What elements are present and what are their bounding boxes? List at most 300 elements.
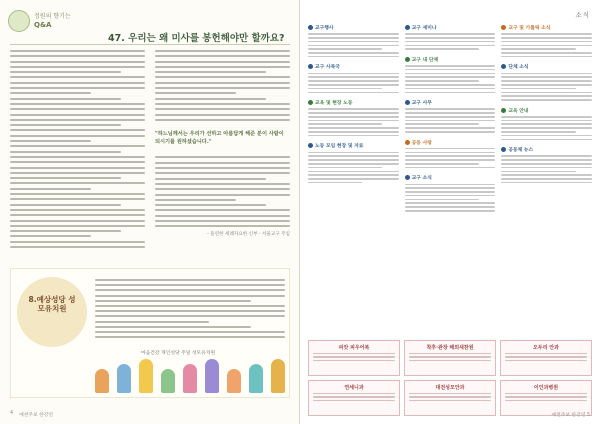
- text-line: [501, 80, 592, 82]
- notice-title: 교구 사목국: [315, 65, 340, 71]
- text-line: [405, 92, 496, 94]
- text-line: [155, 204, 266, 206]
- text-line: [10, 241, 145, 243]
- text-line: [409, 400, 491, 401]
- text-line: [405, 108, 496, 110]
- text-line: [505, 360, 587, 361]
- notice-item: [405, 139, 496, 169]
- notice-title: 교구 및 가톨릭 소식: [508, 26, 551, 31]
- sponsor-card: [308, 340, 400, 376]
- text-line: [405, 45, 496, 47]
- text-line: [155, 50, 290, 52]
- text-line: [308, 135, 399, 137]
- text-line: [308, 73, 399, 75]
- text-line: [10, 198, 145, 200]
- text-line: [155, 103, 290, 105]
- text-line: [405, 155, 496, 157]
- text-line: [155, 108, 290, 110]
- notice-heading: [308, 24, 399, 31]
- notice-column: [308, 24, 399, 212]
- child-figure: [249, 364, 263, 393]
- text-line: [10, 220, 145, 222]
- text-line: [10, 66, 145, 68]
- pull-quote-text: "하느님께서는 우리가 선하고 아름답게 해준 분이 사람이 되시기를 원하셨습니다.": [155, 130, 284, 145]
- text-line: [308, 76, 399, 78]
- text-line: [405, 84, 496, 86]
- body-text-block: [155, 156, 290, 227]
- text-line: [313, 393, 395, 394]
- notice-title: 교육 안내: [508, 108, 529, 114]
- notice-title: 교구 소식: [411, 176, 432, 182]
- text-line: [10, 225, 145, 227]
- text-line: [405, 148, 496, 150]
- text-line: [95, 321, 209, 323]
- text-line: [155, 167, 290, 169]
- text-line: [95, 305, 285, 307]
- text-line: [501, 178, 592, 180]
- notice-text: [501, 116, 592, 140]
- text-line: [155, 87, 290, 89]
- text-line: [155, 225, 290, 227]
- notice-column: [405, 24, 496, 212]
- text-line: [10, 209, 145, 211]
- notice-heading: [405, 99, 496, 106]
- text-line: [308, 88, 382, 90]
- text-line: [405, 33, 496, 35]
- text-line: [10, 235, 91, 237]
- text-line: [10, 177, 121, 179]
- text-line: [10, 103, 145, 105]
- text-line: [409, 356, 491, 357]
- text-line: [308, 155, 399, 157]
- bullet-icon: [405, 100, 410, 105]
- text-line: [155, 156, 290, 158]
- kindergarten-illustration: [17, 277, 87, 347]
- sponsor-name: 연세니과: [344, 385, 364, 391]
- text-line: [155, 98, 266, 100]
- bullet-icon: [308, 143, 313, 148]
- notice-heading: [501, 146, 592, 153]
- text-line: [313, 356, 395, 357]
- leaf-icon: [8, 10, 30, 32]
- sponsor-details: [313, 353, 395, 361]
- qa-badge: [8, 8, 72, 34]
- notice-text: [501, 33, 592, 57]
- notice-title: 단체 소식: [508, 65, 529, 71]
- text-line: [308, 171, 399, 173]
- notice-item: [308, 99, 399, 136]
- notice-heading: [501, 63, 592, 70]
- sponsor-name: 피앗 피우어복: [338, 345, 370, 351]
- text-line: [501, 155, 592, 157]
- text-line: [505, 356, 587, 357]
- notice-text: [501, 73, 592, 101]
- text-line: [308, 112, 399, 114]
- text-line: [405, 191, 496, 193]
- text-line: [501, 127, 592, 129]
- sponsor-details: [505, 353, 587, 361]
- text-line: [405, 163, 479, 165]
- text-line: [501, 92, 592, 94]
- body-text-block: [10, 50, 145, 248]
- notice-column: [501, 24, 592, 212]
- text-line: [10, 230, 121, 232]
- text-line: [155, 92, 236, 94]
- author-credit: - 돌연한 세례자요한 신부 · 서울교구 주임: [207, 232, 290, 238]
- text-line: [405, 199, 479, 201]
- text-line: [501, 159, 592, 161]
- text-line: [501, 182, 592, 184]
- text-line: [155, 188, 290, 190]
- text-line: [409, 353, 491, 354]
- kindergarten-feature: [10, 268, 290, 398]
- text-line: [95, 279, 285, 281]
- text-line: [501, 120, 592, 122]
- notice-heading: [405, 56, 496, 63]
- text-line: [95, 284, 285, 286]
- article-column-1: [10, 50, 145, 248]
- text-line: [308, 152, 399, 154]
- text-line: [10, 214, 145, 216]
- text-line: [95, 300, 251, 302]
- notice-text: [405, 184, 496, 212]
- child-figure: [95, 369, 109, 393]
- notice-text: [405, 108, 496, 132]
- text-line: [10, 145, 145, 147]
- text-line: [313, 353, 395, 354]
- text-line: [10, 61, 145, 63]
- text-line: [155, 55, 290, 57]
- right-page: [300, 0, 600, 424]
- feature-caption: 마음건강 개인성당 주일 성모유치원: [141, 351, 216, 356]
- text-line: [10, 76, 145, 78]
- text-line: [10, 135, 145, 137]
- text-line: [405, 80, 479, 82]
- text-line: [405, 116, 496, 118]
- text-line: [308, 182, 362, 184]
- text-line: [95, 331, 285, 333]
- notice-heading: [405, 139, 496, 146]
- sponsor-details: [409, 353, 491, 361]
- title-divider: [10, 44, 290, 45]
- sponsor-card: [404, 380, 496, 416]
- page-number: 4: [10, 411, 14, 416]
- notice-item: [405, 99, 496, 132]
- text-line: [405, 120, 496, 122]
- text-line: [501, 73, 592, 75]
- notice-text: [405, 148, 496, 169]
- text-line: [10, 129, 145, 131]
- sponsor-cards: [308, 340, 592, 416]
- text-line: [405, 187, 496, 189]
- text-line: [10, 92, 91, 94]
- text-line: [405, 123, 479, 125]
- text-line: [10, 55, 145, 57]
- notice-text: [501, 155, 592, 183]
- notice-item: [405, 174, 496, 211]
- text-line: [501, 48, 575, 50]
- text-line: [308, 92, 399, 94]
- text-line: [405, 206, 496, 208]
- text-line: [10, 156, 145, 158]
- text-line: [505, 400, 587, 401]
- notice-item: [405, 56, 496, 93]
- text-line: [155, 61, 290, 63]
- text-line: [313, 400, 395, 401]
- kindergarten-name: 8.예상성당 성모유치원: [28, 295, 76, 314]
- text-line: [501, 167, 592, 169]
- text-line: [155, 172, 290, 174]
- notice-item: [308, 63, 399, 93]
- sponsor-name: 오두리 안과: [533, 345, 559, 351]
- text-line: [155, 82, 290, 84]
- text-line: [505, 396, 587, 397]
- notice-title: 교구 사무: [411, 101, 432, 107]
- notice-text: [405, 33, 496, 50]
- article-body: [10, 50, 290, 248]
- text-line: [308, 80, 399, 82]
- text-line: [308, 123, 382, 125]
- text-line: [10, 119, 145, 121]
- text-line: [405, 210, 496, 212]
- child-figure: [183, 364, 197, 393]
- text-line: [405, 73, 496, 75]
- notice-title: 교구행사: [315, 26, 334, 31]
- text-line: [155, 220, 290, 222]
- notice-heading: [405, 24, 496, 31]
- qa-badge-small: 정원의 향기는: [34, 13, 71, 21]
- child-figure: [139, 359, 153, 393]
- article-column-2: [155, 50, 290, 248]
- sponsor-card: [500, 340, 592, 376]
- text-line: [155, 215, 290, 217]
- text-line: [95, 310, 285, 312]
- text-line: [405, 48, 479, 50]
- text-line: [10, 114, 145, 116]
- text-line: [10, 87, 145, 89]
- text-line: [10, 188, 91, 190]
- text-line: [308, 41, 399, 43]
- question-title: 47. 우리는 왜 미사를 봉헌해야만 할까요?: [108, 33, 285, 44]
- notice-title: 공동체 뉴스: [508, 148, 534, 154]
- child-figure: [117, 364, 131, 393]
- text-line: [405, 127, 496, 129]
- notice-item: [501, 107, 592, 140]
- text-line: [405, 112, 496, 114]
- notice-item: [308, 142, 399, 183]
- notice-item: [308, 24, 399, 57]
- text-line: [501, 99, 592, 101]
- text-line: [308, 116, 399, 118]
- body-text-block: [155, 50, 290, 121]
- text-line: [405, 159, 496, 161]
- bullet-icon: [405, 140, 410, 145]
- text-line: [501, 88, 575, 90]
- children-illustration: [95, 355, 285, 393]
- notice-item: [405, 24, 496, 50]
- text-line: [308, 174, 399, 176]
- notice-title: 교구 세미나: [411, 26, 437, 31]
- text-line: [155, 76, 290, 78]
- text-line: [501, 33, 592, 35]
- child-figure: [161, 369, 175, 393]
- text-line: [308, 178, 399, 180]
- text-line: [405, 202, 496, 204]
- text-line: [501, 171, 575, 173]
- text-line: [505, 393, 587, 394]
- text-line: [405, 41, 496, 43]
- child-figure: [271, 359, 285, 393]
- notice-grid: [308, 24, 592, 212]
- text-line: [405, 167, 496, 169]
- text-line: [501, 56, 592, 58]
- sponsor-name: 이인과병원: [533, 385, 559, 391]
- text-line: [10, 167, 145, 169]
- text-line: [501, 163, 592, 165]
- notice-title: 교육 및 현장 노동: [315, 101, 353, 107]
- text-line: [10, 82, 145, 84]
- text-line: [308, 84, 399, 86]
- text-line: [409, 396, 491, 397]
- text-line: [405, 37, 496, 39]
- text-line: [308, 37, 399, 39]
- bullet-icon: [501, 147, 506, 152]
- notice-heading: [308, 63, 399, 70]
- text-line: [10, 50, 145, 52]
- child-figure: [205, 359, 219, 393]
- sponsor-card: [404, 340, 496, 376]
- sponsor-details: [313, 393, 395, 401]
- notice-text: [308, 33, 399, 57]
- text-line: [155, 209, 290, 211]
- text-line: [95, 295, 285, 297]
- text-line: [405, 195, 496, 197]
- text-line: [501, 84, 592, 86]
- text-line: [155, 162, 290, 164]
- text-line: [308, 33, 399, 35]
- text-line: [10, 124, 121, 126]
- text-line: [409, 393, 491, 394]
- text-line: [308, 131, 399, 133]
- text-line: [501, 123, 592, 125]
- sponsor-details: [409, 393, 491, 401]
- text-line: [501, 41, 592, 43]
- right-footer: 예천주보 한강연 5: [551, 413, 590, 418]
- text-line: [405, 184, 496, 186]
- notice-title: 노동 모임 현장 및 자료: [315, 144, 364, 150]
- child-figure: [227, 369, 241, 393]
- text-line: [308, 48, 382, 50]
- text-line: [155, 199, 236, 201]
- text-line: [405, 131, 496, 133]
- notice-text: [308, 108, 399, 136]
- bullet-icon: [501, 108, 506, 113]
- section-label: 소식: [575, 11, 590, 19]
- text-line: [95, 326, 251, 328]
- text-line: [405, 76, 496, 78]
- feature-text: [95, 279, 285, 338]
- bullet-icon: [405, 57, 410, 62]
- sponsor-name: 착후·관장 해외새찬원: [426, 345, 474, 351]
- text-line: [501, 174, 592, 176]
- text-line: [10, 204, 121, 206]
- text-line: [308, 167, 382, 169]
- bullet-icon: [308, 25, 313, 30]
- text-line: [155, 194, 290, 196]
- text-line: [405, 69, 496, 71]
- text-line: [308, 45, 399, 47]
- text-line: [308, 127, 399, 129]
- text-line: [308, 120, 399, 122]
- notice-heading: [308, 99, 399, 106]
- notice-title: 공동 사랑: [411, 140, 432, 146]
- text-line: [10, 246, 145, 248]
- sponsor-details: [505, 393, 587, 401]
- bullet-icon: [308, 100, 313, 105]
- text-line: [10, 98, 121, 100]
- text-line: [10, 193, 145, 195]
- text-line: [308, 56, 399, 58]
- text-line: [155, 114, 290, 116]
- text-line: [501, 131, 575, 133]
- text-line: [155, 183, 290, 185]
- text-line: [10, 71, 121, 73]
- text-line: [95, 336, 285, 338]
- left-footer: [10, 411, 53, 418]
- text-line: [308, 159, 399, 161]
- text-line: [10, 172, 145, 174]
- text-line: [10, 140, 91, 142]
- text-line: [95, 289, 285, 291]
- body-text-block: [95, 279, 285, 338]
- pull-quote: [155, 127, 290, 151]
- notice-heading: [308, 142, 399, 149]
- text-line: [505, 353, 587, 354]
- sponsor-name: 대전성모안과: [435, 385, 465, 391]
- text-line: [313, 396, 395, 397]
- text-line: [409, 360, 491, 361]
- text-line: [405, 65, 496, 67]
- text-line: [501, 45, 592, 47]
- bullet-icon: [501, 25, 506, 30]
- text-line: [501, 116, 592, 118]
- notice-text: [308, 152, 399, 184]
- notice-item: [501, 63, 592, 100]
- notice-heading: [501, 24, 592, 31]
- sponsor-card: [308, 380, 400, 416]
- text-line: [501, 76, 592, 78]
- text-line: [95, 315, 285, 317]
- publication-name: 예천주보 한강연: [19, 413, 54, 418]
- text-line: [405, 88, 496, 90]
- notice-heading: [501, 107, 592, 114]
- bullet-icon: [405, 175, 410, 180]
- text-line: [10, 151, 121, 153]
- notice-title: 교구 내 단체: [411, 57, 439, 63]
- text-line: [155, 119, 290, 121]
- text-line: [10, 182, 145, 184]
- bullet-icon: [501, 64, 506, 69]
- text-line: [308, 52, 399, 54]
- text-line: [405, 152, 496, 154]
- text-line: [313, 360, 395, 361]
- notice-text: [405, 65, 496, 93]
- text-line: [155, 66, 290, 68]
- text-line: [308, 108, 399, 110]
- notice-heading: [405, 174, 496, 181]
- text-line: [155, 71, 266, 73]
- text-line: [10, 161, 145, 163]
